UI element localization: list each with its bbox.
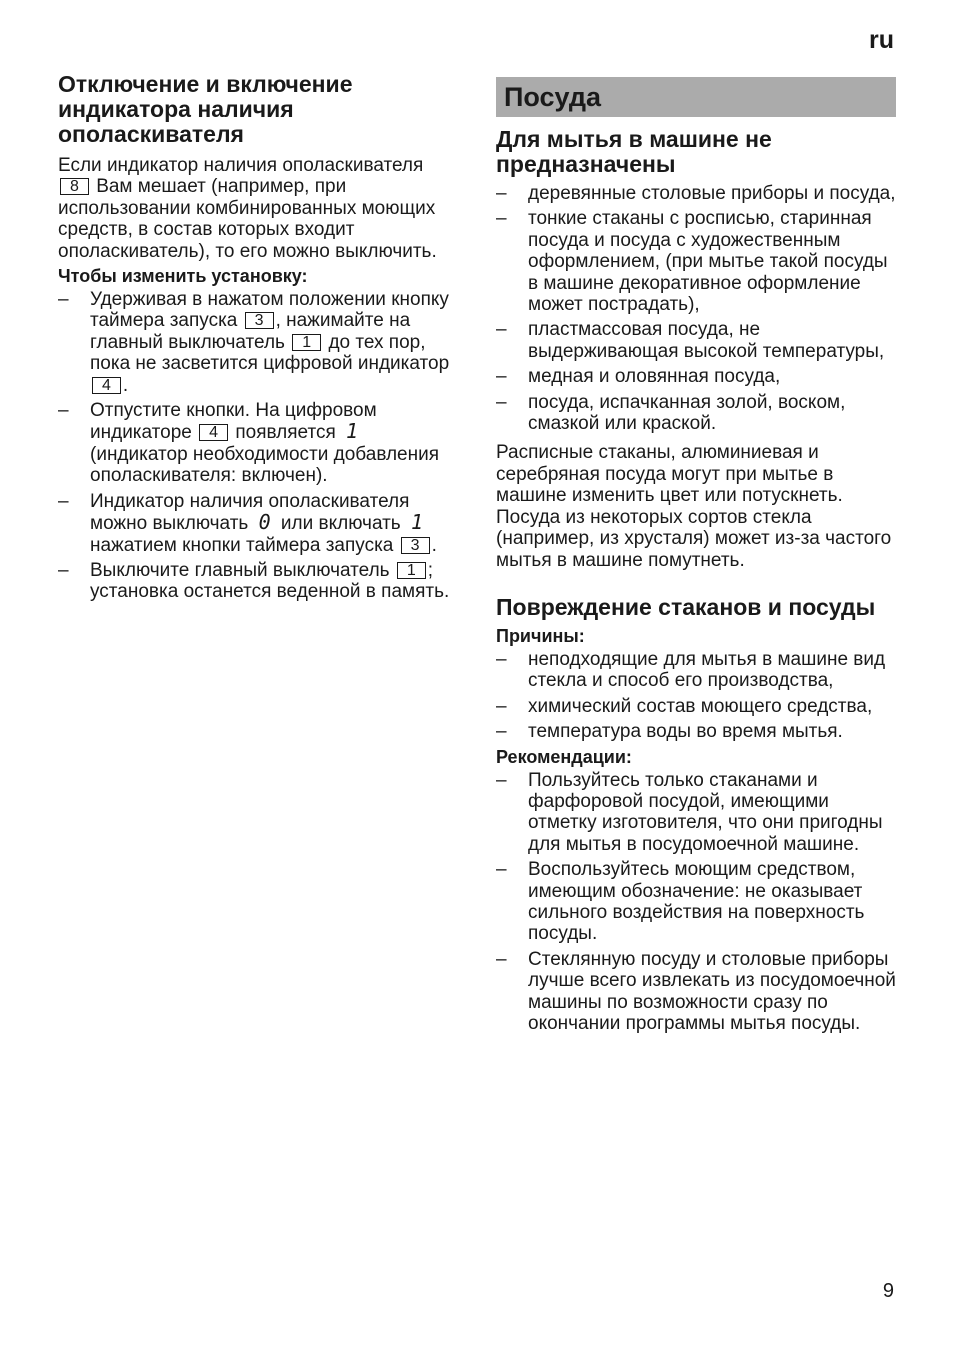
list-item-text: медная и оловянная посуда, <box>528 366 781 388</box>
dash-bullet: – <box>496 391 507 413</box>
dash-bullet: – <box>496 859 507 881</box>
list-item <box>58 400 458 487</box>
dash-bullet: – <box>496 183 507 204</box>
list-item <box>496 696 896 717</box>
timer-button-box: 3 <box>401 537 430 554</box>
language-label: ru <box>869 26 894 54</box>
step-text: до тех пор, пока не засветится цифровой индикатор <box>90 331 450 375</box>
dash-bullet: – <box>496 648 507 670</box>
main-switch-box: 1 <box>292 334 321 351</box>
dash-bullet: – <box>496 319 507 341</box>
list-item-text: химический состав моющего средства, <box>528 695 873 717</box>
dash-bullet: – <box>496 695 507 717</box>
dash-bullet: – <box>496 366 507 388</box>
list-item <box>496 859 896 945</box>
digital-display-box: 4 <box>92 377 121 394</box>
segment-symbol: 0 <box>258 510 271 535</box>
list-item-text: Воспользуйтесь моющим средством, имеющим обозначение: не оказывает сильного воздействия на поверхность посуды. <box>528 859 865 945</box>
intro-text: Если индикатор наличия ополаскивателя <box>58 155 424 176</box>
section-heading: Отключение и включение индикатора наличия ополаскивателя <box>58 71 353 147</box>
causes-label: Причины: <box>496 625 585 646</box>
subsection-heading: Для мытья в машине не предназначены <box>496 126 772 177</box>
list-item-text: температура воды во время мытья. <box>528 721 843 743</box>
causes-list <box>496 649 896 743</box>
list-item <box>496 721 896 742</box>
page-number: 9 <box>882 1280 894 1302</box>
list-item <box>496 366 896 387</box>
dash-bullet: – <box>496 721 507 743</box>
procedure-label: Чтобы изменить установку: <box>58 266 308 287</box>
step-text: нажатием кнопки таймера запуска <box>90 534 394 556</box>
list-item-text: пластмассовая посуда, не выдерживающая высокой температуры, <box>528 319 885 362</box>
list-item <box>496 770 896 856</box>
step-text: (индикатор необходимости добавления ополаскивателя: включен). <box>90 443 440 487</box>
segment-symbol: 1 <box>410 510 424 535</box>
step-text: Отпустите кнопки. На цифровом индикаторе <box>90 400 377 444</box>
step-text: . <box>431 534 437 556</box>
step-text: или включать <box>280 513 401 535</box>
digital-display-box: 4 <box>199 424 228 441</box>
intro-paragraph <box>58 155 458 262</box>
chapter-title: Посуда <box>496 77 896 117</box>
step-text: Индикатор наличия ополаскивателя можно выключать <box>90 490 410 535</box>
step-text: Выключите главный выключатель <box>90 559 390 581</box>
list-item <box>58 491 458 556</box>
recommendations-label: Рекомендации: <box>496 746 632 767</box>
main-switch-box: 1 <box>397 562 426 579</box>
dash-bullet: – <box>58 490 69 512</box>
list-item-text: посуда, испачканная золой, воском, смазкой или краской. <box>528 391 846 435</box>
list-item <box>496 208 896 315</box>
dash-bullet: – <box>496 948 507 970</box>
list-item <box>58 289 458 396</box>
timer-button-box: 3 <box>245 312 274 329</box>
list-item-text: Стеклянную посуду и столовые приборы лучше всего извлекать из посудомоечной машины по возможности сразу по окончании программы мытья посуды. <box>528 948 896 1034</box>
list-item-text: тонкие стаканы с росписью, старинная посуда и посуда с художественным оформлением, (при мытье такой посуды в машине декоративное оформление может пострадать), <box>528 208 888 316</box>
list-item-text: деревянные столовые приборы и посуда, <box>528 183 896 204</box>
list-item <box>496 183 896 204</box>
step-text: появляется <box>235 422 336 444</box>
list-item <box>496 649 896 692</box>
step-text: , нажимайте на главный выключатель <box>90 310 411 353</box>
dash-bullet: – <box>58 289 69 311</box>
list-item <box>496 392 896 435</box>
list-item <box>496 319 896 362</box>
step-text: . <box>122 374 129 396</box>
recommendations-list <box>496 770 896 1035</box>
subsection-heading: Повреждение стаканов и посуды <box>496 593 876 620</box>
list-item-text: неподходящие для мытья в машине вид стекла и способ его производства, <box>528 648 886 692</box>
dash-bullet: – <box>496 208 507 230</box>
list-item-text: Пользуйтесь только стаканами и фарфоровой посудой, имеющими отметку изготовителя, что они пригодны для мытья в посудомоечной машине. <box>528 769 883 855</box>
right-column <box>496 70 896 1038</box>
step-text: ; установка останется веденной в память. <box>90 559 450 603</box>
intro-text: Вам мешает (например, при использовании комбинированных моющих средств, в состав которых входит ополаскиватель), то его можно выключить. <box>58 176 437 262</box>
dash-bullet: – <box>58 400 69 422</box>
note-paragraph: Расписные стаканы, алюминиевая и серебряная посуда могут при мытье в машине изменить цвет или потускнеть. Посуда из некоторых сортов стекла (например, из хрусталя) может из-за частого мытья в машине помутнеть. <box>496 442 892 571</box>
step-text: Удерживая в нажатом положении кнопку таймера запуска <box>90 289 449 332</box>
steps-list <box>58 289 458 603</box>
indicator-box: 8 <box>60 178 89 195</box>
list-item <box>58 560 458 603</box>
left-column <box>58 70 458 607</box>
dash-bullet: – <box>58 559 69 581</box>
dash-bullet: – <box>496 769 507 791</box>
segment-symbol: 1 <box>346 419 359 444</box>
unsuitable-list <box>496 183 896 434</box>
list-item <box>496 949 896 1035</box>
